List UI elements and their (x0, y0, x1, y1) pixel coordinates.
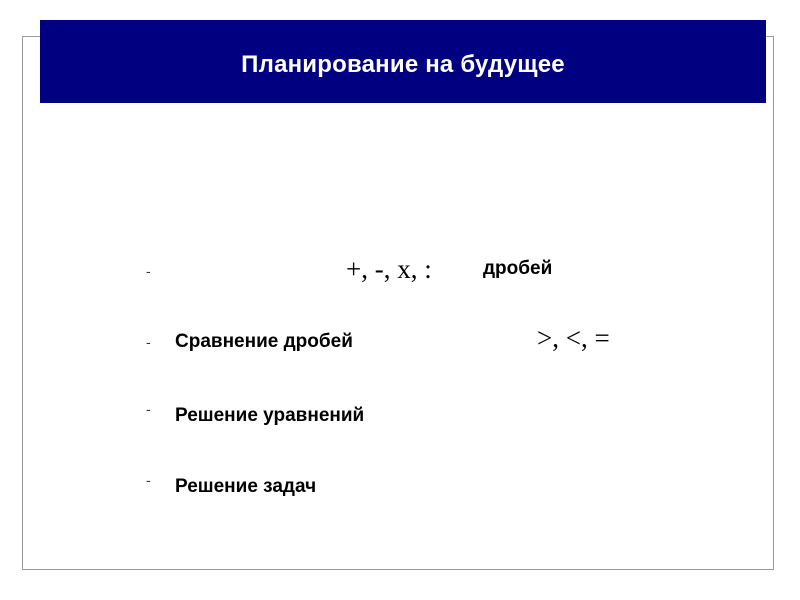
bullet-1: - (146, 263, 151, 279)
bullet-3: - (146, 401, 151, 417)
slide-title: Планирование на будущее (241, 50, 565, 78)
operations-symbols: +, -, x, : (346, 254, 432, 284)
bullet-2: - (146, 334, 151, 350)
title-bar (40, 20, 766, 103)
bullet-4: - (146, 472, 151, 488)
comparison-symbols: >, <, = (537, 323, 610, 353)
slide-frame (22, 36, 774, 570)
item-label-comparison: Сравнение дробей (175, 331, 353, 352)
item-label-problems: Решение задач (175, 476, 317, 497)
item-label-fractions: дробей (483, 258, 553, 279)
item-label-equations: Решение уравнений (175, 405, 365, 426)
